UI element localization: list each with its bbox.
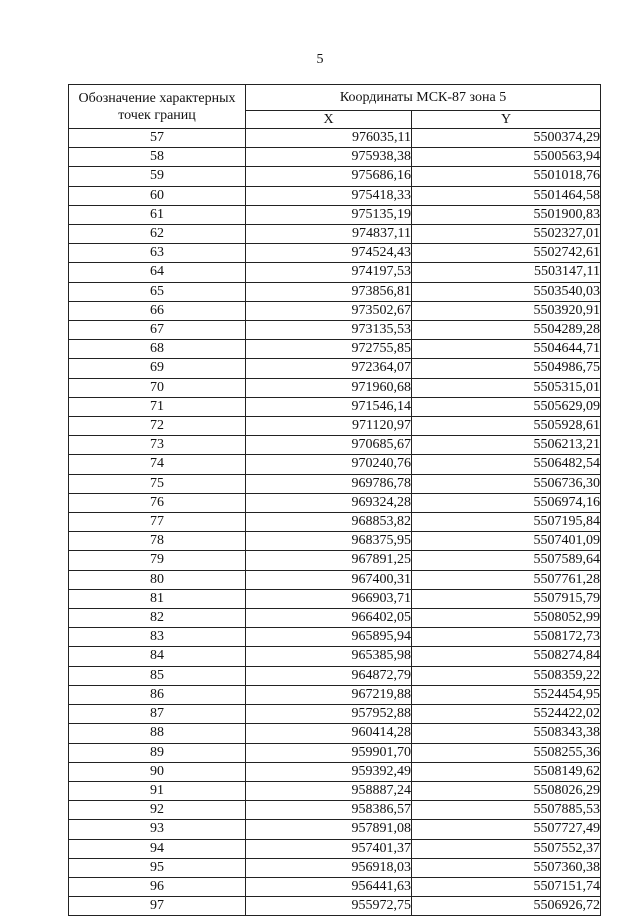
y-coordinate-cell: 5503147,11: [412, 263, 601, 282]
x-coordinate-cell: 968375,95: [246, 532, 412, 551]
table-row: [69, 666, 601, 685]
point-number-cell: 79: [69, 551, 246, 570]
y-coordinate-cell: 5500374,29: [412, 129, 601, 148]
point-number-cell: 77: [69, 513, 246, 532]
point-number-cell: 71: [69, 397, 246, 416]
y-coordinate-cell: 5508359,22: [412, 666, 601, 685]
table-row: [69, 493, 601, 512]
table-row: [69, 186, 601, 205]
x-coordinate-cell: 970240,76: [246, 455, 412, 474]
x-coordinate-cell: 973856,81: [246, 282, 412, 301]
point-number-cell: 80: [69, 570, 246, 589]
table-row: [69, 129, 601, 148]
table-row: [69, 225, 601, 244]
point-number-cell: 82: [69, 609, 246, 628]
y-coordinate-cell: 5507552,37: [412, 839, 601, 858]
point-number-cell: 97: [69, 897, 246, 916]
table-row: [69, 321, 601, 340]
point-number-cell: 74: [69, 455, 246, 474]
point-number-cell: 90: [69, 762, 246, 781]
y-coordinate-cell: 5503540,03: [412, 282, 601, 301]
table-row: [69, 455, 601, 474]
table-header: [69, 85, 601, 129]
table-row: [69, 532, 601, 551]
x-coordinate-cell: 970685,67: [246, 436, 412, 455]
header-coordinates-system: Координаты МСК-87 зона 5: [246, 85, 601, 111]
y-coordinate-cell: 5500563,94: [412, 148, 601, 167]
x-coordinate-cell: 972364,07: [246, 359, 412, 378]
table-row: [69, 167, 601, 186]
table-row: [69, 647, 601, 666]
point-number-cell: 96: [69, 877, 246, 896]
x-coordinate-cell: 969786,78: [246, 474, 412, 493]
point-number-cell: 64: [69, 263, 246, 282]
y-coordinate-cell: 5505928,61: [412, 417, 601, 436]
point-number-cell: 85: [69, 666, 246, 685]
table-row: [69, 801, 601, 820]
point-number-cell: 75: [69, 474, 246, 493]
y-coordinate-cell: 5508172,73: [412, 628, 601, 647]
y-coordinate-cell: 5507360,38: [412, 858, 601, 877]
y-coordinate-cell: 5501018,76: [412, 167, 601, 186]
y-coordinate-cell: 5502327,01: [412, 225, 601, 244]
y-coordinate-cell: 5524422,02: [412, 705, 601, 724]
table-row: [69, 244, 601, 263]
header-y: Y: [412, 111, 601, 129]
table-row: [69, 263, 601, 282]
point-number-cell: 78: [69, 532, 246, 551]
y-coordinate-cell: 5508052,99: [412, 609, 601, 628]
point-number-cell: 68: [69, 340, 246, 359]
y-coordinate-cell: 5507401,09: [412, 532, 601, 551]
y-coordinate-cell: 5507761,28: [412, 570, 601, 589]
table-row: [69, 340, 601, 359]
x-coordinate-cell: 974197,53: [246, 263, 412, 282]
table-row: [69, 513, 601, 532]
x-coordinate-cell: 958887,24: [246, 781, 412, 800]
x-coordinate-cell: 964872,79: [246, 666, 412, 685]
point-number-cell: 93: [69, 820, 246, 839]
x-coordinate-cell: 974524,43: [246, 244, 412, 263]
x-coordinate-cell: 966903,71: [246, 589, 412, 608]
table-row: [69, 628, 601, 647]
y-coordinate-cell: 5502742,61: [412, 244, 601, 263]
x-coordinate-cell: 957952,88: [246, 705, 412, 724]
table-row: [69, 359, 601, 378]
table-row: [69, 570, 601, 589]
y-coordinate-cell: 5507885,53: [412, 801, 601, 820]
x-coordinate-cell: 968853,82: [246, 513, 412, 532]
point-number-cell: 67: [69, 321, 246, 340]
x-coordinate-cell: 967400,31: [246, 570, 412, 589]
point-number-cell: 60: [69, 186, 246, 205]
point-number-cell: 95: [69, 858, 246, 877]
x-coordinate-cell: 971960,68: [246, 378, 412, 397]
header-boundary-points: Обозначение характерных точек границ: [69, 85, 246, 129]
x-coordinate-cell: 974837,11: [246, 225, 412, 244]
point-number-cell: 59: [69, 167, 246, 186]
x-coordinate-cell: 975418,33: [246, 186, 412, 205]
x-coordinate-cell: 965895,94: [246, 628, 412, 647]
table-body: [69, 129, 601, 916]
x-coordinate-cell: 957401,37: [246, 839, 412, 858]
point-number-cell: 92: [69, 801, 246, 820]
point-number-cell: 84: [69, 647, 246, 666]
point-number-cell: 88: [69, 724, 246, 743]
point-number-cell: 57: [69, 129, 246, 148]
table-row: [69, 781, 601, 800]
point-number-cell: 91: [69, 781, 246, 800]
y-coordinate-cell: 5506482,54: [412, 455, 601, 474]
x-coordinate-cell: 965385,98: [246, 647, 412, 666]
table-row: [69, 397, 601, 416]
table-row: [69, 474, 601, 493]
table-row: [69, 609, 601, 628]
point-number-cell: 83: [69, 628, 246, 647]
table-row: [69, 685, 601, 704]
x-coordinate-cell: 966402,05: [246, 609, 412, 628]
y-coordinate-cell: 5504644,71: [412, 340, 601, 359]
x-coordinate-cell: 975938,38: [246, 148, 412, 167]
table-row: [69, 589, 601, 608]
point-number-cell: 81: [69, 589, 246, 608]
point-number-cell: 66: [69, 301, 246, 320]
y-coordinate-cell: 5508026,29: [412, 781, 601, 800]
table-row: [69, 205, 601, 224]
x-coordinate-cell: 971546,14: [246, 397, 412, 416]
y-coordinate-cell: 5507195,84: [412, 513, 601, 532]
y-coordinate-cell: 5501900,83: [412, 205, 601, 224]
x-coordinate-cell: 956441,63: [246, 877, 412, 896]
coordinates-table: [68, 84, 601, 916]
x-coordinate-cell: 975135,19: [246, 205, 412, 224]
x-coordinate-cell: 960414,28: [246, 724, 412, 743]
y-coordinate-cell: 5508149,62: [412, 762, 601, 781]
header-x: X: [246, 111, 412, 129]
table-row: [69, 743, 601, 762]
table-row: [69, 820, 601, 839]
x-coordinate-cell: 975686,16: [246, 167, 412, 186]
point-number-cell: 61: [69, 205, 246, 224]
x-coordinate-cell: 957891,08: [246, 820, 412, 839]
x-coordinate-cell: 972755,85: [246, 340, 412, 359]
y-coordinate-cell: 5503920,91: [412, 301, 601, 320]
table-row: [69, 301, 601, 320]
y-coordinate-cell: 5506213,21: [412, 436, 601, 455]
x-coordinate-cell: 959392,49: [246, 762, 412, 781]
table-row: [69, 877, 601, 896]
y-coordinate-cell: 5508274,84: [412, 647, 601, 666]
x-coordinate-cell: 971120,97: [246, 417, 412, 436]
table-row: [69, 705, 601, 724]
y-coordinate-cell: 5501464,58: [412, 186, 601, 205]
y-coordinate-cell: 5507589,64: [412, 551, 601, 570]
y-coordinate-cell: 5506974,16: [412, 493, 601, 512]
y-coordinate-cell: 5506736,30: [412, 474, 601, 493]
x-coordinate-cell: 969324,28: [246, 493, 412, 512]
point-number-cell: 86: [69, 685, 246, 704]
page-number: 5: [316, 52, 324, 67]
table-row: [69, 858, 601, 877]
point-number-cell: 89: [69, 743, 246, 762]
point-number-cell: 58: [69, 148, 246, 167]
point-number-cell: 62: [69, 225, 246, 244]
y-coordinate-cell: 5508343,38: [412, 724, 601, 743]
point-number-cell: 73: [69, 436, 246, 455]
table-row: [69, 897, 601, 916]
y-coordinate-cell: 5505315,01: [412, 378, 601, 397]
point-number-cell: 70: [69, 378, 246, 397]
x-coordinate-cell: 967891,25: [246, 551, 412, 570]
table-row: [69, 417, 601, 436]
y-coordinate-cell: 5507727,49: [412, 820, 601, 839]
table-row: [69, 762, 601, 781]
x-coordinate-cell: 973135,53: [246, 321, 412, 340]
point-number-cell: 65: [69, 282, 246, 301]
table-row: [69, 148, 601, 167]
y-coordinate-cell: 5506926,72: [412, 897, 601, 916]
table-row: [69, 724, 601, 743]
table-row: [69, 378, 601, 397]
y-coordinate-cell: 5507151,74: [412, 877, 601, 896]
point-number-cell: 72: [69, 417, 246, 436]
table-row: [69, 551, 601, 570]
x-coordinate-cell: 967219,88: [246, 685, 412, 704]
y-coordinate-cell: 5524454,95: [412, 685, 601, 704]
point-number-cell: 94: [69, 839, 246, 858]
y-coordinate-cell: 5507915,79: [412, 589, 601, 608]
x-coordinate-cell: 959901,70: [246, 743, 412, 762]
y-coordinate-cell: 5505629,09: [412, 397, 601, 416]
y-coordinate-cell: 5504289,28: [412, 321, 601, 340]
table-row: [69, 282, 601, 301]
x-coordinate-cell: 955972,75: [246, 897, 412, 916]
x-coordinate-cell: 958386,57: [246, 801, 412, 820]
point-number-cell: 63: [69, 244, 246, 263]
point-number-cell: 69: [69, 359, 246, 378]
point-number-cell: 76: [69, 493, 246, 512]
x-coordinate-cell: 956918,03: [246, 858, 412, 877]
table-row: [69, 839, 601, 858]
x-coordinate-cell: 973502,67: [246, 301, 412, 320]
y-coordinate-cell: 5504986,75: [412, 359, 601, 378]
x-coordinate-cell: 976035,11: [246, 129, 412, 148]
table-row: [69, 436, 601, 455]
y-coordinate-cell: 5508255,36: [412, 743, 601, 762]
point-number-cell: 87: [69, 705, 246, 724]
